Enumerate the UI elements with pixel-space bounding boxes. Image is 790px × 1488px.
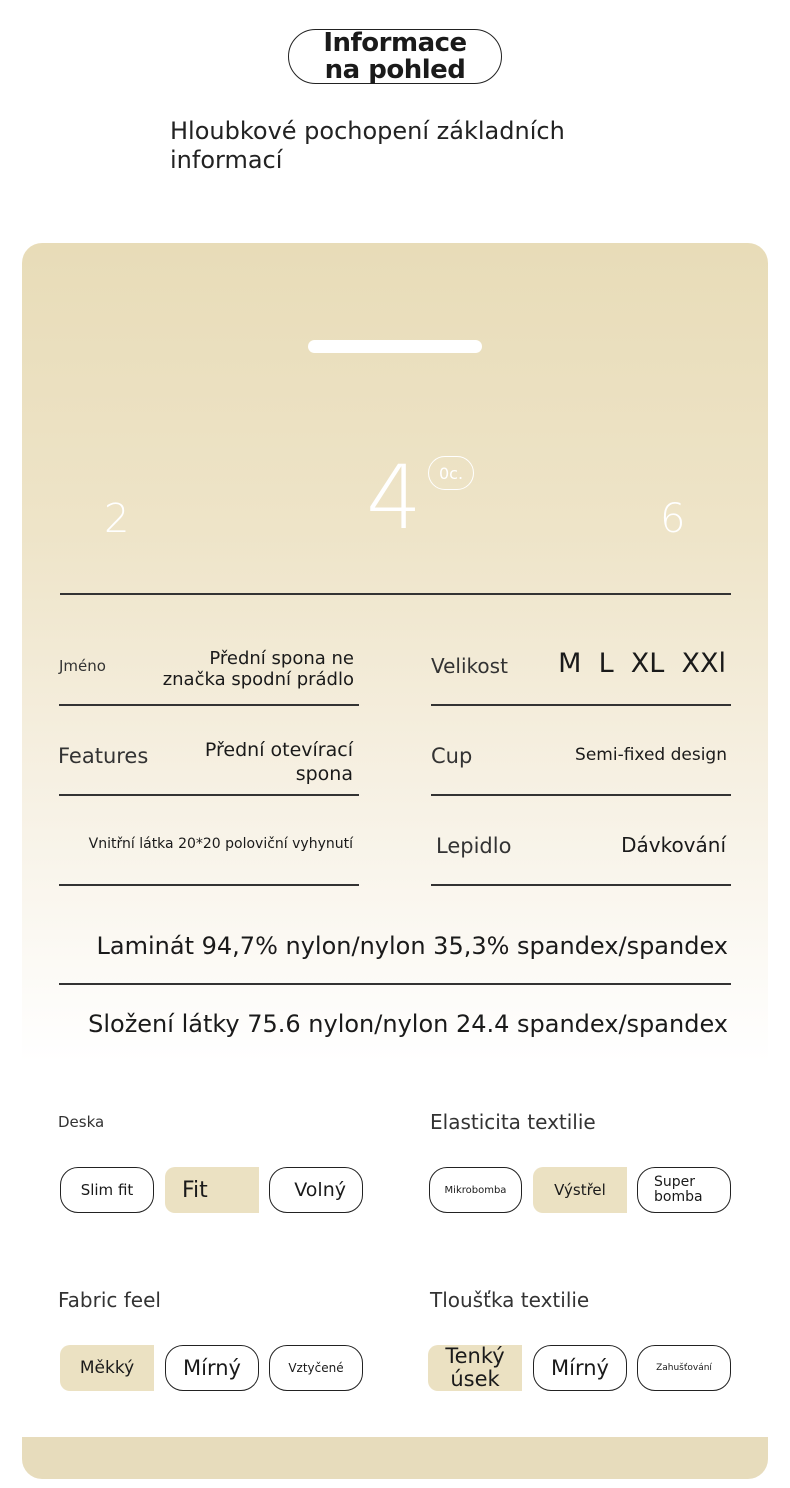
- glue-label: Lepidlo: [436, 834, 512, 858]
- size-next[interactable]: 6: [660, 496, 686, 542]
- bottom-bar: [22, 1437, 768, 1479]
- divider: [431, 794, 731, 796]
- super-bomba-label: Super bomba: [654, 1174, 703, 1205]
- page-subtitle: Hloubkové pochopení základních informací: [170, 117, 565, 174]
- cup-label: Cup: [431, 744, 473, 768]
- divider: [431, 704, 731, 706]
- size-prev[interactable]: 2: [104, 496, 130, 542]
- board-option-fit[interactable]: Fit: [165, 1167, 259, 1213]
- drag-handle[interactable]: [308, 340, 482, 353]
- elasticity-option-super-bomba[interactable]: [637, 1167, 731, 1213]
- thickness-option-mirny[interactable]: Mírný: [533, 1345, 627, 1391]
- name-label: Jméno: [59, 657, 106, 675]
- board-option-volny[interactable]: Volný: [269, 1167, 363, 1213]
- features-label: Features: [58, 744, 149, 768]
- divider: [59, 794, 359, 796]
- elasticity-title: Elasticita textilie: [430, 1110, 596, 1134]
- thickness-title: Tloušťka textilie: [430, 1288, 590, 1312]
- name-value: Přední spona ne značka spodní prádlo: [162, 648, 354, 690]
- size-badge: 0c.: [428, 456, 474, 490]
- size-label: Velikost: [431, 654, 508, 678]
- feel-option-vztycene[interactable]: Vztyčené: [269, 1345, 363, 1391]
- divider: [59, 704, 359, 706]
- elasticity-option-vystrel[interactable]: Výstřel: [533, 1167, 627, 1213]
- divider: [59, 983, 731, 985]
- page-title: Informace na pohled: [323, 27, 467, 85]
- feel-option-mirny[interactable]: Mírný: [165, 1345, 259, 1391]
- glue-value: Dávkování: [621, 833, 726, 857]
- board-option-slim-fit[interactable]: Slim fit: [60, 1167, 154, 1213]
- tenky-label: Tenký úsek: [445, 1344, 505, 1391]
- board-title: Deska: [58, 1113, 105, 1131]
- size-value: M L XL XXl: [558, 648, 726, 679]
- feel-option-mekky[interactable]: Měkký: [60, 1345, 154, 1391]
- elasticity-option-mikrobomba[interactable]: Mikrobomba: [429, 1167, 522, 1213]
- cup-value: Semi-fixed design: [575, 745, 727, 765]
- divider: [60, 593, 731, 595]
- composition-info: Složení látky 75.6 nylon/nylon 24.4 spandex/spandex: [88, 1010, 728, 1038]
- divider: [59, 884, 359, 886]
- thickness-option-zahustovani[interactable]: Zahušťování: [637, 1345, 731, 1391]
- thickness-option-tenky[interactable]: [428, 1345, 522, 1391]
- size-current: 4: [366, 446, 422, 549]
- feel-title: Fabric feel: [58, 1288, 161, 1312]
- page-title-pill: [288, 29, 502, 84]
- inner-fabric: Vnitřní látka 20*20 poloviční vyhynutí: [88, 836, 353, 852]
- laminate-info: Laminát 94,7% nylon/nylon 35,3% spandex/spandex: [96, 932, 728, 960]
- divider: [431, 884, 731, 886]
- features-value: Přední otevírací spona: [204, 739, 353, 785]
